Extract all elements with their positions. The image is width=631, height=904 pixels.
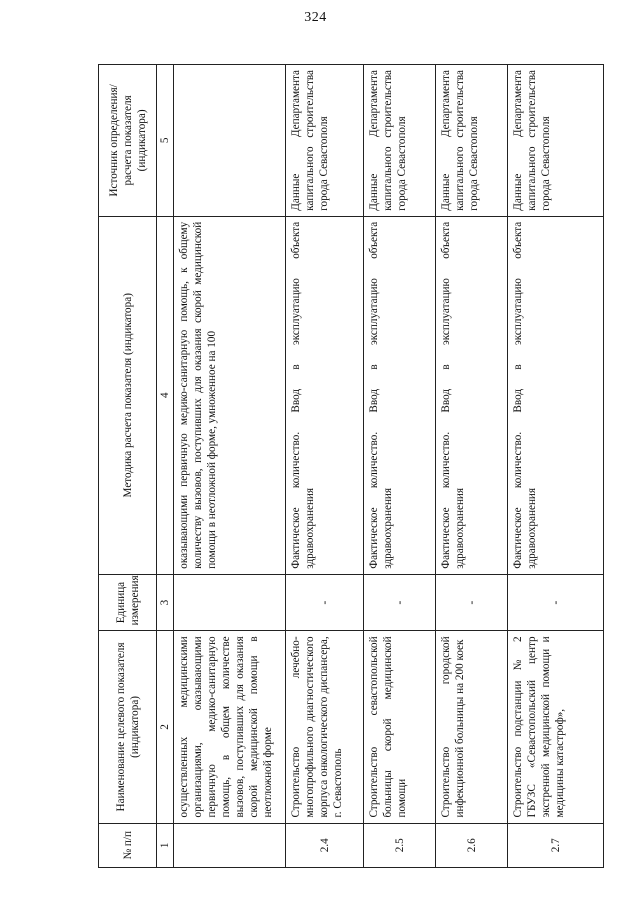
column-number: 2: [157, 631, 174, 823]
row-id: 2.4: [286, 823, 364, 867]
table-header-row: [99, 65, 157, 868]
row-unit: [174, 574, 286, 631]
row-method: Фактическое количество. Ввод в эксплуатацию объекта здравоохранения: [286, 216, 364, 574]
row-indicator-name: Строительство лечебно-многопрофильного диагностического корпуса онкологического диспансера, г. Севастополь: [286, 631, 364, 823]
header-number: № п/п: [99, 823, 157, 867]
header-unit: Единица измерения: [99, 574, 157, 631]
row-method: Фактическое количество. Ввод в эксплуатацию объекта здравоохранения: [364, 216, 436, 574]
row-unit: -: [436, 574, 508, 631]
row-method: Фактическое количество. Ввод в эксплуатацию объекта здравоохранения: [508, 216, 604, 574]
row-unit: -: [286, 574, 364, 631]
row-source: Данные Департамента капитального строительства города Севастополя: [436, 65, 508, 217]
header-indicator-name: Наименование целевого показателя (индикатора): [99, 631, 157, 823]
row-source: Данные Департамента капитального строительства города Севастополя: [286, 65, 364, 217]
indicator-table: [98, 64, 604, 868]
row-indicator-name: осуществленных медицинскими организациями, оказывающими первичную медико-санитарную помощь, в общем количестве вызовов, поступивших для оказания скорой медицинской помощи в неотложной форме: [174, 631, 286, 823]
table-row: [508, 65, 604, 868]
row-method: Фактическое количество. Ввод в эксплуатацию объекта здравоохранения: [436, 216, 508, 574]
row-id: 2.7: [508, 823, 604, 867]
row-id: 2.6: [436, 823, 508, 867]
row-id: 2.5: [364, 823, 436, 867]
column-number: 5: [157, 65, 174, 217]
header-method: Методика расчета показателя (индикатора): [99, 216, 157, 574]
table-row: [364, 65, 436, 868]
column-number: 3: [157, 574, 174, 631]
row-unit: -: [364, 574, 436, 631]
row-indicator-name: Строительство городской инфекционной больницы на 200 коек: [436, 631, 508, 823]
row-source: Данные Департамента капитального строительства города Севастополя: [364, 65, 436, 217]
row-source: [174, 65, 286, 217]
row-id: [174, 823, 286, 867]
header-source: Источник определения/ расчета показателя (индикатора): [99, 65, 157, 217]
table-row: [286, 65, 364, 868]
page-number: 324: [304, 10, 327, 25]
row-indicator-name: Строительство севастопольской больницы скорой медицинской помощи: [364, 631, 436, 823]
row-unit: -: [508, 574, 604, 631]
column-number: 4: [157, 216, 174, 574]
row-method: оказывающими первичную медико-санитарную помощь, к общему количеству вызовов, поступивших для оказания скорой медицинской помощи в неотложной форме, умноженное на 100: [174, 216, 286, 574]
row-indicator-name: Строительство подстанции № 2 ГБУЗС «Севастопольский центр экстренной медицинской помощи и медицины катастроф»,: [508, 631, 604, 823]
table-row: [436, 65, 508, 868]
column-number-row: [157, 65, 174, 868]
table-row: [174, 65, 286, 868]
row-source: Данные Департамента капитального строительства города Севастополя: [508, 65, 604, 217]
column-number: 1: [157, 823, 174, 867]
rotated-table-container: [98, 64, 604, 868]
